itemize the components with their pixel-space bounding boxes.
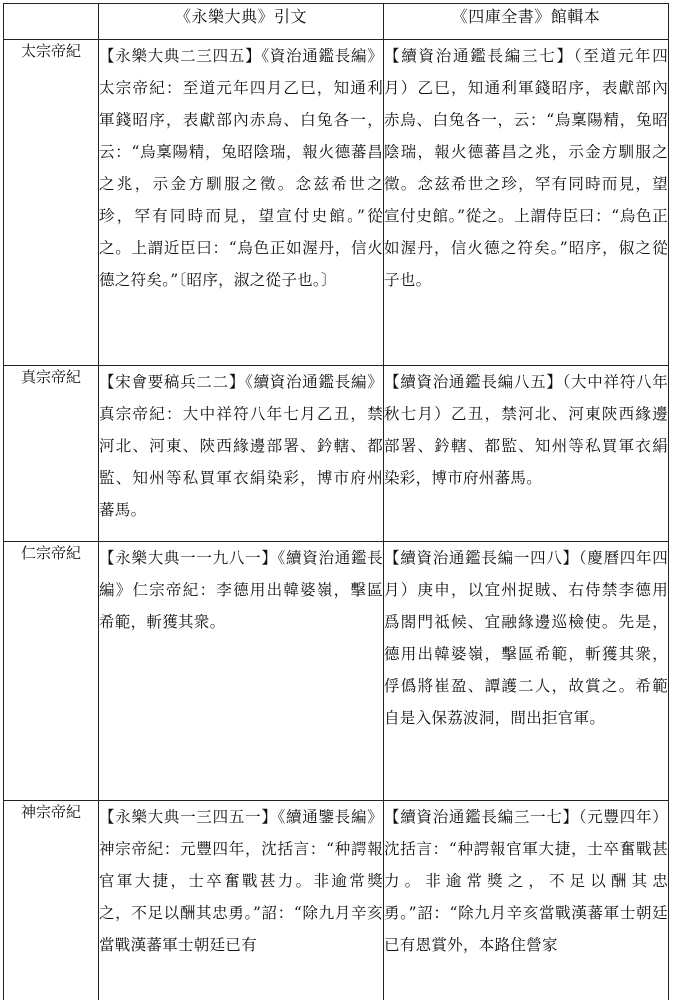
table-row — [4, 542, 669, 801]
emperor-cell: 神宗帝紀 — [4, 801, 99, 1000]
table-row — [4, 40, 669, 366]
yongle-text-cell: 【永樂大典一一九八一】《續資治通鑑長編》仁宗帝紀：李德用出韓婆嶺，擊區希範，斬獲其衆。 — [99, 542, 384, 801]
siku-text-cell: 【續資治通鑑長編三七】（至道元年四月）乙巳，知通利軍錢昭序，表獻部內赤烏、白兔各一，云：“烏稟陽精，兔昭陰瑞，報火德蕃昌之兆，示金方馴服之徵。念兹希世之珍，罕有同時而見，望宣付史館。”從之。上謂侍臣曰：“烏色正如渥丹，信火德之符矣。”昭序，俶之從子也。 — [384, 40, 669, 366]
siku-text-cell: 【續資治通鑑長編一四八】（慶曆四年四月）庚申，以宜州捉賊、右侍禁李德用爲閤門祗候、宜融緣邊巡檢使。先是，德用出韓婆嶺，擊區希範，斬獲其衆，俘僞將崔盈、譚護二人，故賞之。希範自是入保荔波洞，間出拒官軍。 — [384, 542, 669, 801]
emperor-cell: 真宗帝紀 — [4, 366, 99, 542]
header-yongle-citation: 《永樂大典》引文 — [99, 4, 384, 40]
header-emperor — [4, 4, 99, 40]
comparison-table — [3, 3, 669, 1000]
table-header-row — [4, 4, 669, 40]
yongle-text-cell: 【宋會要稿兵二二】《續資治通鑑長編》真宗帝紀：大中祥符八年七月乙丑，禁河北、河東、陝西緣邊部署、鈐轄、都監、知州等私買軍衣絹染彩，博市府州蕃馬。 — [99, 366, 384, 542]
siku-text-cell: 【續資治通鑑長編三一七】（元豐四年）沈括言：“种諤報官軍大捷，士卒奮戰甚力。非逾常獎之，不足以酬其忠勇。”詔：“除九月辛亥當戰漢蕃軍士朝廷已有恩賞外，本路住營家 — [384, 801, 669, 1000]
table-row — [4, 801, 669, 1000]
siku-text-cell: 【續資治通鑑長編八五】（大中祥符八年秋七月）乙丑，禁河北、河東陝西緣邊部署、鈐轄、都監、知州等私買軍衣絹染彩，博市府州蕃馬。 — [384, 366, 669, 542]
header-siku-edition: 《四庫全書》館輯本 — [384, 4, 669, 40]
yongle-text-cell: 【永樂大典二三四五】《資治通鑑長編》太宗帝紀：至道元年四月乙巳，知通利軍錢昭序，表獻部內赤烏、白兔各一，云：“烏稟陽精，兔昭陰瑞，報火德蕃昌之兆，示金方馴服之徵。念兹希世之珍，罕有同時而見，望宣付史館。”從之。上謂近臣曰：“烏色正如渥丹，信火德之符矣。”〔昭序，淑之從子也。〕 — [99, 40, 384, 366]
emperor-cell: 太宗帝紀 — [4, 40, 99, 366]
yongle-text-cell: 【永樂大典一三四五一】《續通鑒長編》神宗帝紀：元豐四年，沈括言：“种諤報官軍大捷，士卒奮戰甚力。非逾常獎之，不足以酬其忠勇。”詔：“除九月辛亥當戰漢蕃軍士朝廷已有 — [99, 801, 384, 1000]
emperor-cell: 仁宗帝紀 — [4, 542, 99, 801]
table-row — [4, 366, 669, 542]
